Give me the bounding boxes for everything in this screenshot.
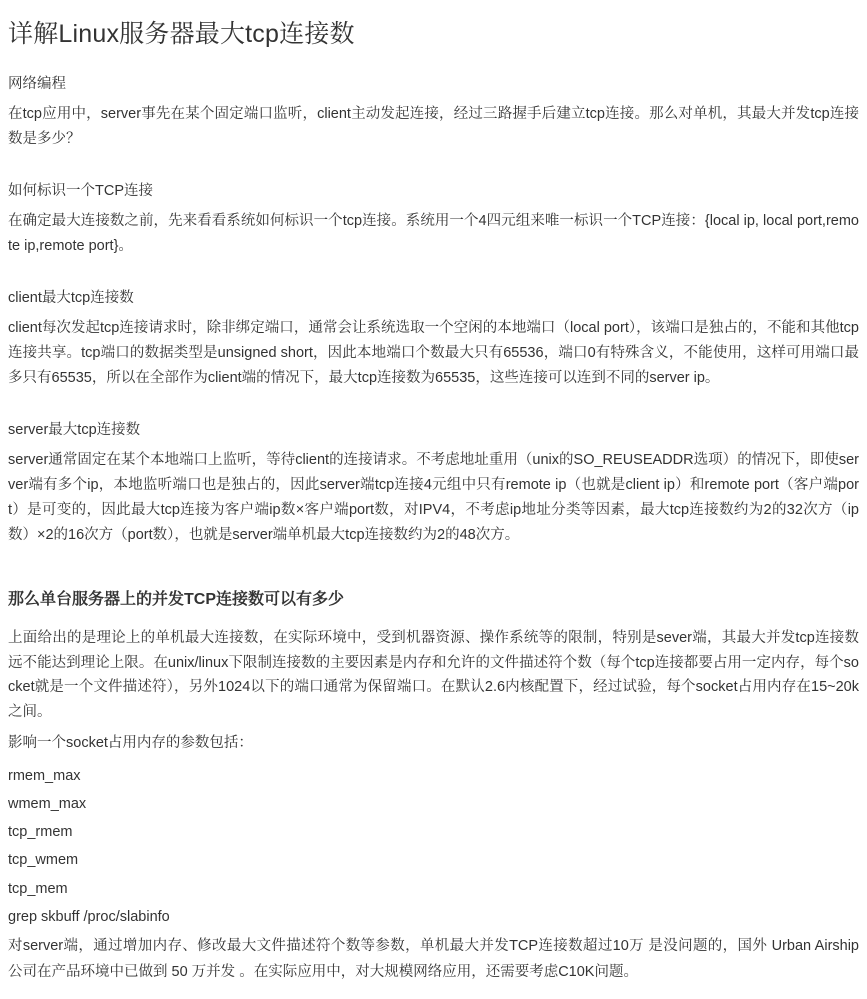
list-item: wmem_max — [8, 795, 87, 812]
section-concurrent-connections — [8, 588, 859, 986]
closing-paragraph: 对server端，通过增加内存、修改最大文件描述符个数等参数，单机最大并发TCP连接数超过10万 是没问题的，国外 Urban Airship 公司在产品环境中已做到 50 万并发 。在实际应用中，对大规模网络应用，还需要考虑C10K问题。 — [8, 938, 859, 981]
section-paragraph: 在tcp应用中，server事先在某个固定端口监听，client主动发起连接，经过三路握手后建立tcp连接。那么对单机，其最大并发tcp连接数是多少？ — [8, 105, 859, 147]
section-heading: 网络编程 — [8, 75, 66, 92]
socket-memory-param-list — [8, 762, 859, 932]
spacer — [8, 273, 859, 287]
page-title: 详解Linux服务器最大tcp连接数 — [8, 20, 355, 48]
spacer — [8, 562, 859, 588]
section-heading: server最大tcp连接数 — [8, 421, 141, 438]
subsection-title: 那么单台服务器上的并发TCP连接数可以有多少 — [8, 590, 345, 608]
spacer — [8, 405, 859, 419]
list-item: grep skbuff /proc/slabinfo — [8, 908, 170, 925]
list-item: tcp_rmem — [8, 824, 73, 841]
section-heading: client最大tcp连接数 — [8, 289, 134, 306]
section-heading: 如何标识一个TCP连接 — [8, 182, 153, 199]
list-item: tcp_mem — [8, 880, 68, 897]
section-network-programming — [8, 73, 859, 152]
section-identify-tcp-connection — [8, 180, 859, 259]
params-intro: 影响一个socket占用内存的参数包括： — [8, 735, 253, 752]
section-paragraph: server通常固定在某个本地端口上监听，等待client的连接请求。不考虑地址重用（unix的SO_REUSEADDR选项）的情况下，即使server端有多个ip，本地监听端口也是独占的，因此server端tcp连接4元组中只有remote ip（也就是client ip）和remote port（客户端port）是可变的，因此最大tcp连接为客户端ip数×客户端port数，对IPV4，不考虑ip地址分类等因素，最大tcp连接数约为2的32次方（ip数）×2的16次方（port数），也就是server端单机最大tcp连接数约为2的48次方。 — [8, 451, 859, 543]
list-item: rmem_max — [8, 767, 81, 784]
section-paragraph: client每次发起tcp连接请求时，除非绑定端口，通常会让系统选取一个空闲的本地端口（local port），该端口是独占的，不能和其他tcp连接共享。tcp端口的数据类型是unsigned short，因此本地端口个数最大只有65536，端口0有特殊含义，不能使用，这样可用端口最多只有65535，所以在全部作为client端的情况下，最大tcp连接数为65535，这些连接可以连到不同的server ip。 — [8, 319, 859, 386]
spacer — [8, 166, 859, 180]
section-paragraph: 在确定最大连接数之前，先来看看系统如何标识一个tcp连接。系统用一个4四元组来唯一标识一个TCP连接：{local ip, local port,remote ip,remote port}。 — [8, 212, 859, 254]
section-server-max-connections — [8, 419, 859, 548]
section-client-max-connections — [8, 287, 859, 391]
subsection-paragraph: 上面给出的是理论上的单机最大连接数，在实际环境中，受到机器资源、操作系统等的限制，特别是sever端，其最大并发tcp连接数远不能达到理论上限。在unix/linux下限制连接数的主要因素是内存和允许的文件描述符个数（每个tcp连接都要占用一定内存，每个socket就是一个文件描述符），另外1024以下的端口通常为保留端口。在默认2.6内核配置下，经过试验，每个socket占用内存在15~20k之间。 — [8, 629, 859, 721]
list-item: tcp_wmem — [8, 852, 79, 869]
